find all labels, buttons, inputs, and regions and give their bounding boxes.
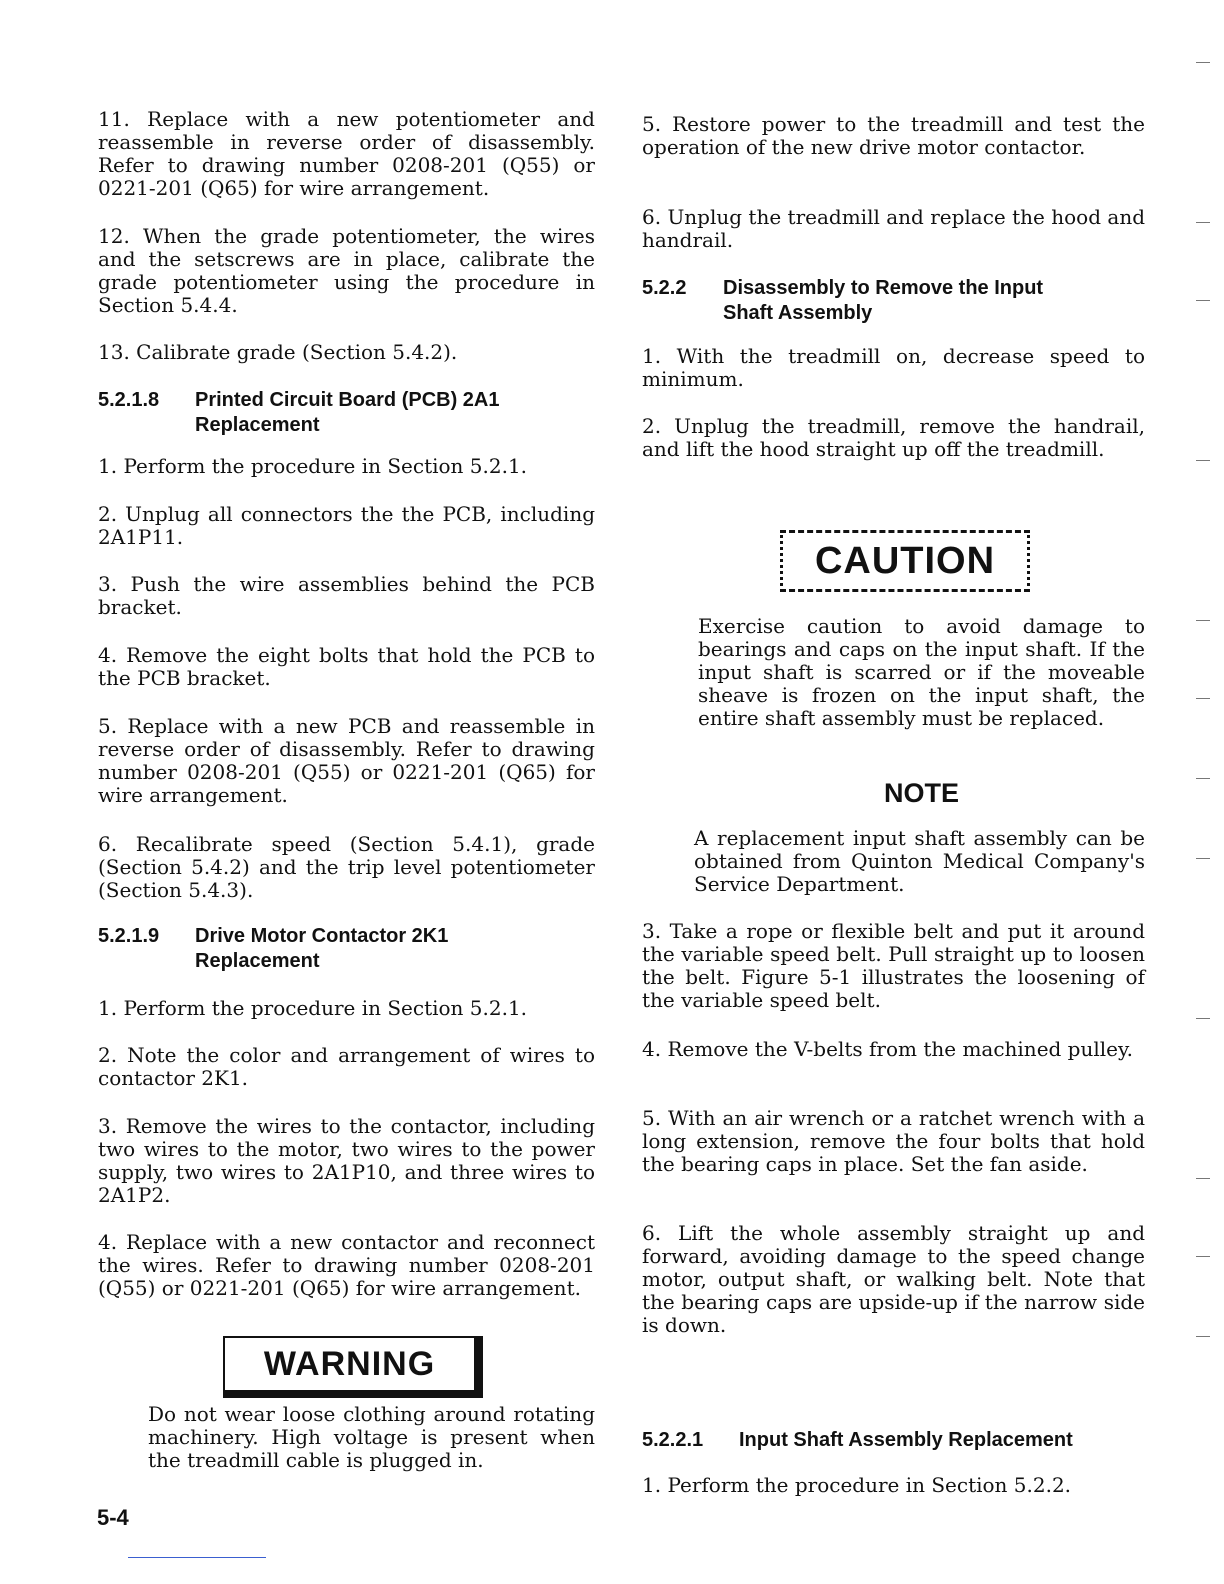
section-title-line1: Drive Motor Contactor 2K1 — [195, 925, 449, 947]
step-6: 6. Unplug the treadmill and replace the hood and handrail. — [642, 205, 1145, 252]
scan-tick — [1196, 460, 1210, 461]
replacement-step-1: 1. Perform the procedure in Section 5.2.2. — [642, 1473, 1072, 1497]
contactor-step-4: 4. Replace with a new contactor and reconnect the wires. Refer to drawing number 0208-201 (Q55) or 0221-201 (Q65) for wire arrangement. — [98, 1230, 595, 1300]
disassembly-step-5: 5. With an air wrench or a ratchet wrench with a long extension, remove the four bolts that hold the bearing caps in place. Set the fan aside. — [642, 1106, 1145, 1176]
step-13: 13. Calibrate grade (Section 5.4.2). — [98, 340, 458, 364]
scan-tick — [1196, 698, 1210, 699]
section-title-line1: Printed Circuit Board (PCB) 2A1 — [195, 389, 500, 411]
contactor-step-3: 3. Remove the wires to the contactor, including two wires to the motor, two wires to the power supply, two wires to 2A1P10, and three wires to 2A1P2. — [98, 1114, 595, 1207]
note-text: A replacement input shaft assembly can be obtained from Quinton Medical Company's Service Department. — [694, 826, 1145, 896]
step-11: 11. Replace with a new potentiometer and reassemble in reverse order of disassembly. Refer to drawing number 0208-201 (Q55) or 0221-201 (Q65) for wire arrangement. — [98, 107, 595, 200]
step-5: 5. Restore power to the treadmill and test the operation of the new drive motor contactor. — [642, 112, 1145, 159]
pcb-step-1: 1. Perform the procedure in Section 5.2.1. — [98, 454, 528, 478]
section-title: Input Shaft Assembly Replacement — [739, 1429, 1073, 1451]
section-number: 5.2.1.8 — [98, 389, 160, 411]
section-title-line2: Replacement — [195, 950, 320, 972]
section-title-line2: Shaft Assembly — [723, 302, 873, 324]
pcb-step-4: 4. Remove the eight bolts that hold the PCB to the PCB bracket. — [98, 643, 595, 690]
pcb-step-2: 2. Unplug all connectors the the PCB, including 2A1P11. — [98, 502, 595, 549]
contactor-step-2: 2. Note the color and arrangement of wires to contactor 2K1. — [98, 1043, 595, 1090]
caution-text: Exercise caution to avoid damage to bearings and caps on the input shaft. If the input shaft is scarred or if the moveable sheave is frozen on the input shaft, the entire shaft assembly must be replaced. — [698, 614, 1145, 730]
step-12: 12. When the grade potentiometer, the wires and the setscrews are in place, calibrate the grade potentiometer using the procedure in Section 5.4.4. — [98, 224, 595, 317]
scan-tick — [1196, 1336, 1210, 1337]
scan-tick — [1196, 300, 1210, 301]
warning-box: WARNING — [223, 1336, 483, 1398]
pcb-step-3: 3. Push the wire assemblies behind the PCB bracket. — [98, 572, 595, 619]
pcb-step-6: 6. Recalibrate speed (Section 5.4.1), grade (Section 5.4.2) and the trip level potentiometer (Section 5.4.3). — [98, 832, 595, 902]
footer-rule — [128, 1557, 266, 1558]
scan-tick — [1196, 62, 1210, 63]
scan-tick — [1196, 1256, 1210, 1257]
section-heading-5-2-1-8 — [98, 388, 595, 438]
page-number: 5-4 — [97, 1505, 129, 1530]
disassembly-step-4: 4. Remove the V-belts from the machined pulley. — [642, 1037, 1133, 1061]
section-title-line1: Disassembly to Remove the Input — [723, 277, 1044, 299]
scan-tick — [1196, 222, 1210, 223]
disassembly-step-3: 3. Take a rope or flexible belt and put it around the variable speed belt. Pull straight up to loosen the belt. Figure 5-1 illustrates the loosening of the variable speed belt. — [642, 919, 1145, 1012]
section-heading-5-2-1-9 — [98, 924, 595, 974]
section-heading-5-2-2-1 — [642, 1428, 1145, 1453]
section-number: 5.2.1.9 — [98, 925, 160, 947]
contactor-step-1: 1. Perform the procedure in Section 5.2.1. — [98, 996, 528, 1020]
scan-tick — [1196, 620, 1210, 621]
section-number: 5.2.2.1 — [642, 1429, 704, 1451]
pcb-step-5: 5. Replace with a new PCB and reassemble in reverse order of disassembly. Refer to drawing number 0208-201 (Q55) or 0221-201 (Q65) for wire arrangement. — [98, 714, 595, 807]
disassembly-step-6: 6. Lift the whole assembly straight up and forward, avoiding damage to the speed change motor, output shaft, or walking belt. Note that the bearing caps are upside-up if the narrow side is down. — [642, 1221, 1145, 1337]
scan-tick — [1196, 1018, 1210, 1019]
section-title-line2: Replacement — [195, 414, 320, 436]
scan-tick — [1196, 1178, 1210, 1179]
note-heading: NOTE — [883, 778, 959, 808]
caution-box: CAUTION — [780, 530, 1030, 592]
section-number: 5.2.2 — [642, 277, 687, 299]
disassembly-step-2: 2. Unplug the treadmill, remove the handrail, and lift the hood straight up off the treadmill. — [642, 414, 1145, 461]
scan-tick — [1196, 858, 1210, 859]
warning-text: Do not wear loose clothing around rotating machinery. High voltage is present when the treadmill cable is plugged in. — [148, 1402, 595, 1472]
disassembly-step-1: 1. With the treadmill on, decrease speed to minimum. — [642, 344, 1145, 391]
section-heading-5-2-2 — [642, 276, 1145, 326]
scan-tick — [1196, 778, 1210, 779]
